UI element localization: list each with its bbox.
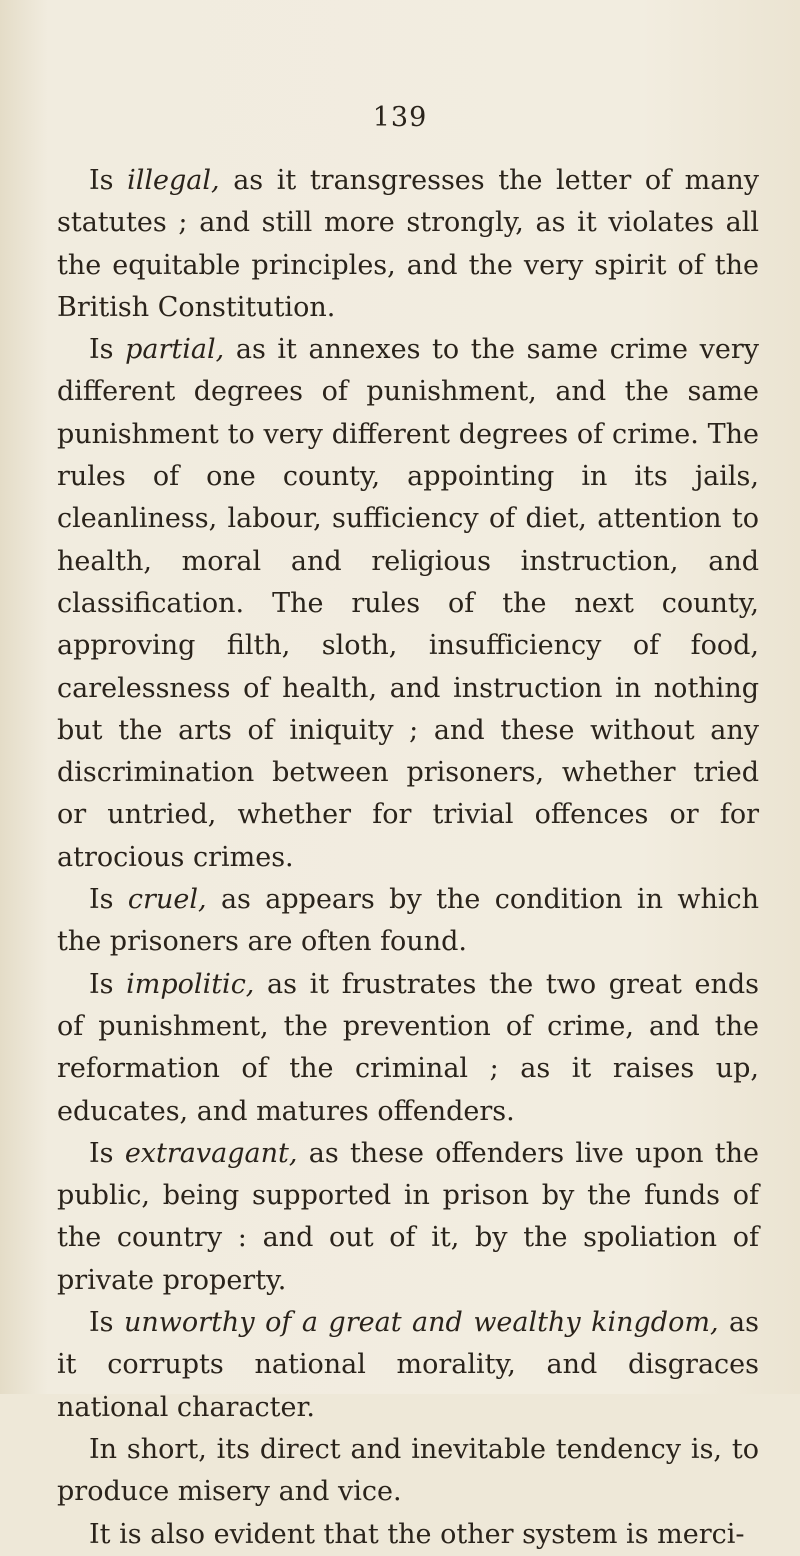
paragraph-text: as it corrupts national morality, and disgraces national character. xyxy=(57,1307,759,1423)
paragraph-unworthy xyxy=(57,1302,759,1429)
paragraph-illegal xyxy=(57,160,759,329)
paragraph-partial xyxy=(57,329,759,879)
paragraph-text: as appears by the condition in which the prisoners are often found. xyxy=(57,884,759,958)
paragraph-lead: Is xyxy=(89,165,128,196)
paragraph-extravagant xyxy=(57,1133,759,1302)
paragraph-emphasis: illegal, xyxy=(127,165,220,196)
paragraph-lead: Is xyxy=(89,1307,125,1339)
paragraph-emphasis: cruel, xyxy=(127,884,207,916)
paragraph-text: as it transgresses the letter of many statutes ; and still more strongly, as it violates all the equitable principles, and the very spirit of the British Constitution. xyxy=(57,165,760,323)
paragraph-text: It is also evident that the other system is merci- xyxy=(89,1518,745,1550)
paragraph-emphasis: impolitic, xyxy=(126,968,255,1000)
paragraph-lead: Is xyxy=(89,334,126,366)
paragraph-lead: Is xyxy=(89,1137,125,1169)
paragraph-text: as it frustrates the two great ends of punishment, the prevention of crime, and the reformation of the criminal ; as it raises up, educates, and matures offenders. xyxy=(57,968,759,1127)
paragraph-in-short xyxy=(57,1429,759,1514)
paragraph-cruel xyxy=(57,879,759,964)
paragraph-text: In short, its direct and inevitable tendency is, to produce misery and vice. xyxy=(57,1433,759,1508)
paragraph-lead: Is xyxy=(89,968,127,1000)
body-text xyxy=(57,160,759,1556)
paragraph-text: as these offenders live upon the public, being supported in prison by the funds of the country : and out of it, by the spoliation of private property. xyxy=(57,1137,759,1296)
page-number: 139 xyxy=(372,102,428,133)
paragraph-impolitic xyxy=(57,964,759,1133)
paragraph-lead: Is xyxy=(89,884,128,916)
paragraph-evident xyxy=(57,1514,759,1556)
paragraph-emphasis: partial, xyxy=(125,334,225,366)
paragraph-emphasis: extravagant, xyxy=(124,1137,298,1169)
paragraph-emphasis: unworthy of a great and wealthy kingdom, xyxy=(124,1307,719,1339)
paragraph-text: as it annexes to the same crime very different degrees of punishment, and the same punishment to very different degrees of crime. The rules of one county, appointing in its jails, cleanliness, labour, sufficiency of diet, attention to health, moral and religious instruction, and classification. The rules of the next county, approving filth, sloth, insufficiency of food, carelessness of health, and instruction in nothing but the arts of iniquity ; and these without any discrimination between prisoners, whether tried or untried, whether for trivial offences or for atrocious crimes. xyxy=(57,334,759,873)
